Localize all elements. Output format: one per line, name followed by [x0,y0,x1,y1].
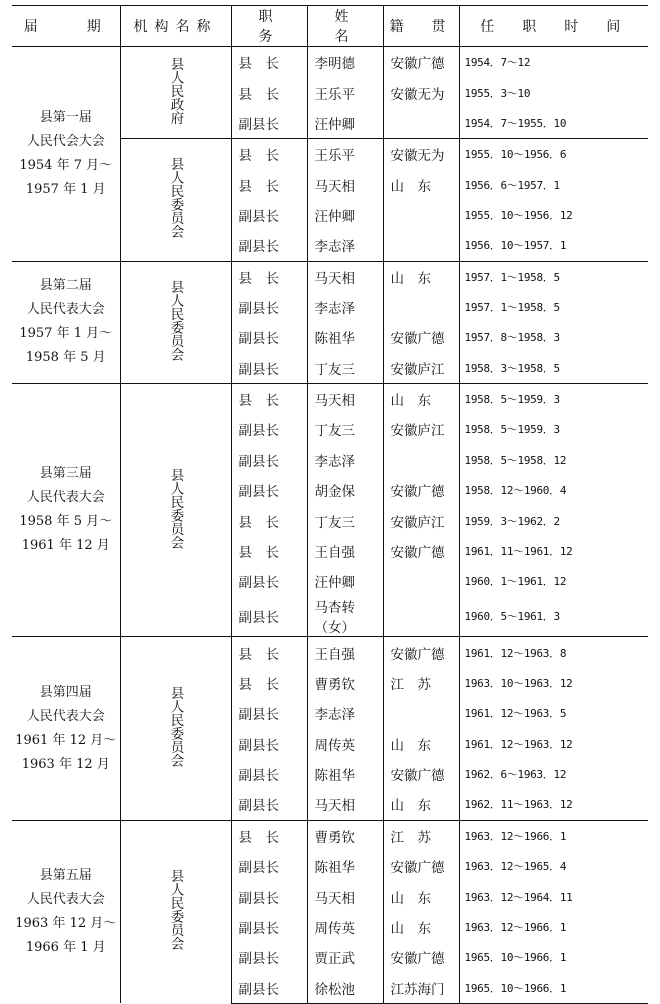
native-place-cell: 山 东 [383,729,459,759]
name-cell: 马天相 [307,383,383,414]
table-row [12,383,648,414]
name-cell: 马天相 [307,881,383,911]
position-cell: 副县长 [231,851,307,881]
period-cell: 1961．12～1963．12 [464,737,573,751]
position-cell: 县 长 [231,261,307,292]
period-cell: 1960．5～1961．3 [464,610,560,624]
position-cell: 副县长 [231,729,307,759]
name-cell: 曹勇钦 [307,668,383,698]
header-term: 届 期 [12,6,120,47]
name-cell: 马天相 [307,789,383,820]
name-cell: 丁友三 [307,505,383,535]
period-cell: 1958．5～1959．3 [459,383,648,414]
period-cell: 1958．3～1958．5 [464,361,560,375]
term-line: 县第一届 [39,109,92,125]
native-place-cell: 安徽广德 [383,47,459,78]
period-cell: 1957．8～1958．3 [464,331,560,345]
position-cell: 县 长 [231,637,307,668]
term-line: 1961 年 12 月～ [15,732,117,748]
native-place-cell: 安徽广德 [383,759,459,789]
term-cell [12,261,120,383]
native-place-cell: 山 东 [383,169,459,199]
position-cell: 副县长 [231,353,307,384]
native-place-cell: 山 东 [383,789,459,820]
position-cell: 副县长 [231,942,307,972]
native-place-cell [383,108,459,139]
native-place-cell [383,200,459,230]
name-cell: 徐松池 [307,972,383,1003]
table-row [12,637,648,668]
header-native-place: 籍 贯 [383,6,459,47]
header-position: 职 务 [231,6,307,47]
org-name: 县人民政府 [167,56,184,125]
position-cell: 副县长 [231,445,307,475]
period-cell: 1963．10～1963．12 [464,677,573,690]
native-place-cell [383,292,459,322]
native-place-cell [383,698,459,728]
position-cell: 县 长 [231,820,307,851]
position-cell: 副县长 [231,200,307,230]
native-place-cell [383,230,459,261]
name-cell: 陈祖华 [307,322,383,352]
native-place-cell: 安徽庐江 [383,414,459,444]
org-name: 县人民委员会 [167,869,184,951]
native-place-cell: 山 东 [383,383,459,414]
position-cell: 县 长 [231,47,307,78]
native-place-cell: 安徽无为 [383,139,459,170]
term-line: 1961 年 12 月 [21,538,110,554]
name-cell: 李志泽 [307,230,383,261]
native-place-cell [383,566,459,596]
native-place-cell: 安徽广德 [383,475,459,505]
position-cell: 副县长 [231,912,307,942]
org-cell [120,820,231,1003]
name-cell: 李明德 [307,47,383,78]
name-cell: 马杏转（女） [307,596,383,637]
name-cell: 汪仲卿 [307,566,383,596]
org-cell [120,261,231,383]
name-cell: 李志泽 [307,698,383,728]
period-cell: 1957．1～1958．5 [459,261,648,292]
org-name: 县人民委员会 [167,467,184,549]
native-place-cell: 安徽无为 [383,77,459,107]
period-cell: 1958．12～1960．4 [464,484,567,498]
name-cell: 汪仲卿 [307,108,383,139]
term-line: 人民代表大会 [26,302,105,318]
officials-table [12,5,648,1004]
name-cell: 马天相 [307,169,383,199]
term-line: 1957 年 1 月 [25,181,106,197]
org-cell [120,383,231,637]
period-cell: 1958．5～1958．12 [464,453,567,467]
native-place-cell: 安徽庐江 [383,505,459,535]
position-cell: 副县长 [231,789,307,820]
org-cell [120,47,231,139]
header-period: 任 职 时 间 [459,6,648,47]
org-name: 县人民委员会 [167,279,184,361]
term-line: 人民代表大会 [26,891,105,907]
period-cell: 1955．10～1956．12 [464,208,573,222]
period-cell: 1963．12～1966．1 [464,920,567,934]
name-cell: 马天相 [307,261,383,292]
name-cell: 李志泽 [307,292,383,322]
native-place-cell: 江 苏 [383,668,459,698]
period-cell: 1955．3～10 [464,86,531,100]
name-cell: 王自强 [307,637,383,668]
term-line: 1958 年 5 月～ [19,514,113,530]
term-cell [12,820,120,1003]
term-line: 县第四届 [39,684,92,700]
period-cell: 1958．5～1959．3 [464,423,560,437]
term-cell [12,637,120,820]
header-org: 机构名称 [120,6,231,47]
table-row [12,47,648,78]
header-name: 姓 名 [307,6,383,47]
org-cell [120,139,231,261]
term-line: 1966 年 1 月 [25,939,106,955]
name-cell: 陈祖华 [307,851,383,881]
term-line: 1957 年 1 月～ [19,326,113,342]
position-cell: 副县长 [231,292,307,322]
name-cell: 王自强 [307,536,383,566]
native-place-cell: 安徽广德 [383,942,459,972]
header-row [12,6,648,47]
term-cell [12,47,120,262]
term-line: 人民代会大会 [26,133,105,149]
period-cell: 1961．11～1961．12 [464,544,573,558]
position-cell: 副县长 [231,972,307,1003]
term-line: 1963 年 12 月 [21,756,110,772]
term-line: 县第二届 [39,278,92,294]
period-cell: 1954．7～12 [459,47,648,78]
name-cell: 曹勇钦 [307,820,383,851]
native-place-cell: 江苏海门 [383,972,459,1003]
position-cell: 县 长 [231,505,307,535]
period-cell: 1963．12～1964．11 [464,890,573,904]
org-name: 县人民委员会 [167,686,184,768]
table-body [12,47,648,1004]
term-line: 人民代表大会 [26,708,105,724]
position-cell: 副县长 [231,230,307,261]
period-cell: 1965．10～1966．1 [459,972,648,1003]
native-place-cell: 安徽广德 [383,322,459,352]
position-cell: 副县长 [231,759,307,789]
native-place-cell: 山 东 [383,261,459,292]
org-name: 县人民委员会 [167,157,184,239]
position-cell: 县 长 [231,383,307,414]
native-place-cell: 江 苏 [383,820,459,851]
name-cell: 王乐平 [307,139,383,170]
native-place-cell: 安徽庐江 [383,353,459,384]
period-cell: 1963．12～1965．4 [464,860,567,874]
position-cell: 副县长 [231,108,307,139]
period-cell: 1955．10～1956．6 [459,139,648,170]
term-line: 县第五届 [39,867,92,883]
position-cell: 副县长 [231,322,307,352]
native-place-cell [383,445,459,475]
period-cell: 1956．10～1957．1 [464,239,567,253]
native-place-cell: 安徽广德 [383,851,459,881]
position-cell: 县 长 [231,139,307,170]
position-cell: 副县长 [231,566,307,596]
term-line: 1958 年 5 月 [25,350,106,366]
term-cell [12,383,120,637]
position-cell: 副县长 [231,414,307,444]
name-cell: 丁友三 [307,353,383,384]
term-line: 1963 年 12 月～ [15,915,117,931]
period-cell: 1962．11～1963．12 [464,798,573,812]
position-cell: 副县长 [231,596,307,637]
name-cell: 汪仲卿 [307,200,383,230]
position-cell: 副县长 [231,475,307,505]
period-cell: 1962．6～1963．12 [464,768,567,782]
period-cell: 1961．12～1963．5 [464,707,567,721]
position-cell: 县 长 [231,169,307,199]
name-cell: 王乐平 [307,77,383,107]
position-cell: 副县长 [231,698,307,728]
term-line: 1954 年 7 月～ [19,157,113,173]
period-cell: 1961．12～1963．8 [459,637,648,668]
position-cell: 县 长 [231,668,307,698]
name-cell: 周传英 [307,729,383,759]
native-place-cell [383,596,459,637]
term-line: 县第三届 [39,466,92,482]
position-cell: 副县长 [231,881,307,911]
org-cell [120,637,231,820]
period-cell: 1965．10～1966．1 [464,951,567,965]
period-cell: 1957．1～1958．5 [464,301,560,315]
native-place-cell: 山 东 [383,912,459,942]
table-row [12,820,648,851]
native-place-cell: 安徽广德 [383,637,459,668]
period-cell: 1960．1～1961．12 [464,575,567,589]
position-cell: 县 长 [231,536,307,566]
period-cell: 1954．7～1955．10 [464,116,567,130]
period-cell: 1963．12～1966．1 [459,820,648,851]
name-cell: 丁友三 [307,414,383,444]
table-row [12,261,648,292]
native-place-cell: 安徽广德 [383,536,459,566]
period-cell: 1959．3～1962．2 [464,514,560,528]
name-cell: 李志泽 [307,445,383,475]
name-cell: 胡金保 [307,475,383,505]
position-cell: 县 长 [231,77,307,107]
term-line: 人民代表大会 [26,490,105,506]
name-cell: 陈祖华 [307,759,383,789]
name-cell: 周传英 [307,912,383,942]
native-place-cell: 山 东 [383,881,459,911]
name-cell: 贾正武 [307,942,383,972]
period-cell: 1956．6～1957．1 [464,178,560,192]
